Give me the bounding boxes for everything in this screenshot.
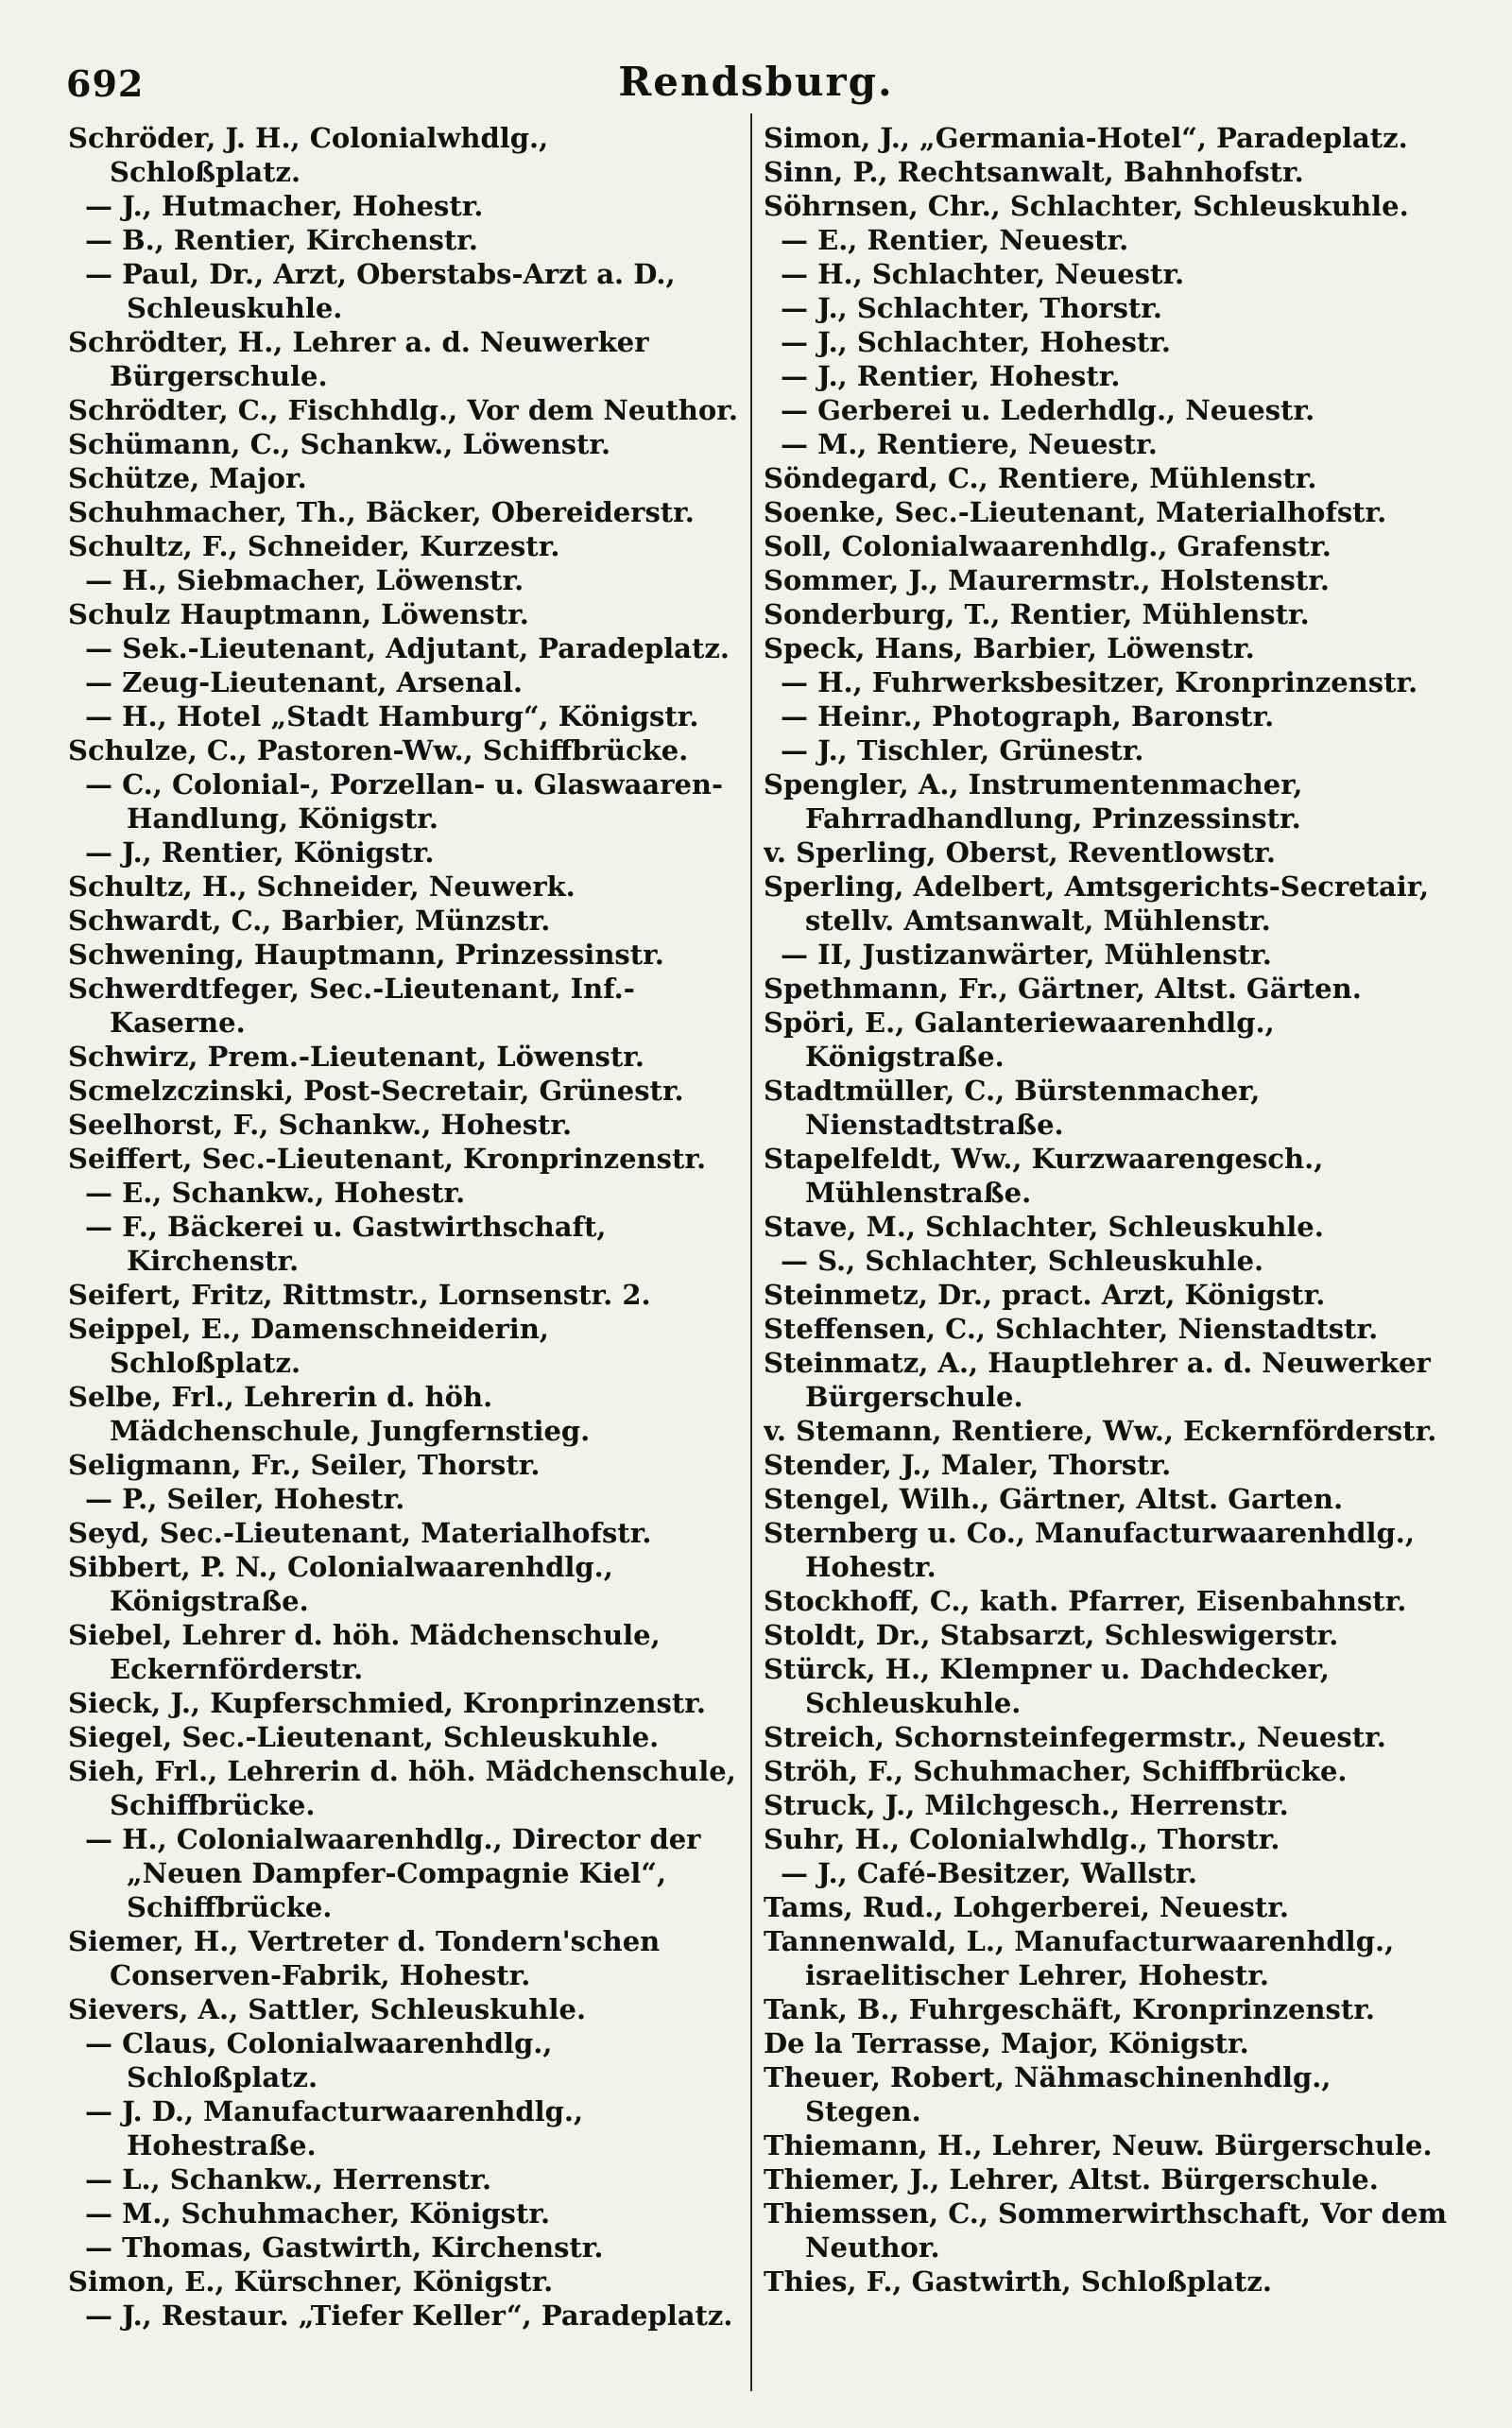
directory-entry: Selbe, Frl., Lehrerin d. höh. Mädchenschule, Jungfernstieg. xyxy=(68,1381,591,1447)
directory-entry: — J., Rentier, Hohestr. xyxy=(781,360,1121,392)
directory-entry: Schümann, C., Schankw., Löwenstr. xyxy=(68,428,611,460)
directory-entry: Stürck, H., Klempner u. Dachdecker, Schleuskuhle. xyxy=(764,1653,1331,1719)
directory-entry: Schultz, H., Schneider, Neuwerk. xyxy=(68,870,576,903)
directory-entry: — J. D., Manufacturwaarenhdlg., Hohestraße. xyxy=(85,2095,584,2161)
directory-entry: Thiemssen, C., Sommerwirthschaft, Vor dem Neuthor. xyxy=(764,2197,1448,2264)
directory-entry: Seligmann, Fr., Seiler, Thorstr. xyxy=(68,1449,541,1481)
directory-entry: — Claus, Colonialwaarenhdlg., Schloßplatz. xyxy=(85,2027,553,2093)
directory-entry: Schultz, F., Schneider, Kurzestr. xyxy=(68,530,560,562)
directory-entry: Stengel, Wilh., Gärtner, Altst. Garten. xyxy=(764,1483,1344,1515)
directory-entry: Speck, Hans, Barbier, Löwenstr. xyxy=(764,632,1255,664)
directory-entry: Schwening, Hauptmann, Prinzessinstr. xyxy=(68,938,664,971)
directory-entry: Schuhmacher, Th., Bäcker, Obereiderstr. xyxy=(68,496,695,528)
directory-entry: Sieck, J., Kupferschmied, Kronprinzenstr. xyxy=(68,1687,706,1719)
directory-entry: Thiemann, H., Lehrer, Neuw. Bürgerschule. xyxy=(764,2129,1433,2161)
directory-entry: Sieh, Frl., Lehrerin d. höh. Mädchenschule, Schiffbrücke. xyxy=(68,1755,736,1821)
directory-entry: — Sek.-Lieutenant, Adjutant, Paradeplatz. xyxy=(85,632,730,664)
directory-entry: — C., Colonial-, Porzellan- u. Glaswaaren-Handlung, Königstr. xyxy=(85,768,724,835)
directory-entry: Schwardt, C., Barbier, Münzstr. xyxy=(68,904,551,937)
directory-entry: — J., Rentier, Königstr. xyxy=(85,836,435,869)
directory-entry: Stave, M., Schlachter, Schleuskuhle. xyxy=(764,1211,1324,1243)
directory-entry: Söhrnsen, Chr., Schlachter, Schleuskuhle. xyxy=(764,190,1409,222)
column-divider xyxy=(750,113,752,2391)
directory-entry: — J., Schlachter, Hohestr. xyxy=(781,326,1172,358)
directory-entry: — H., Hotel „Stadt Hamburg“, Königstr. xyxy=(85,700,699,732)
directory-entry: Sonderburg, T., Rentier, Mühlenstr. xyxy=(764,598,1310,630)
directory-entry: Spengler, A., Instrumentenmacher, Fahrradhandlung, Prinzessinstr. xyxy=(764,768,1303,835)
directory-entry: Tank, B., Fuhrgeschäft, Kronprinzenstr. xyxy=(764,1993,1375,2025)
directory-entry: — L., Schankw., Herrenstr. xyxy=(85,2163,492,2196)
directory-entry: — J., Restaur. „Tiefer Keller“, Paradeplatz. xyxy=(85,2299,733,2332)
right-column xyxy=(764,121,1453,2408)
directory-entry: Sternberg u. Co., Manufacturwaarenhdlg., Hohestr. xyxy=(764,1517,1415,1583)
directory-entry: Sperling, Adelbert, Amtsgerichts-Secretair, stellv. Amtsanwalt, Mühlenstr. xyxy=(764,870,1430,937)
directory-entry: Struck, J., Milchgesch., Herrenstr. xyxy=(764,1789,1289,1821)
directory-entry: — H., Siebmacher, Löwenstr. xyxy=(85,564,524,596)
directory-entry: Siemer, H., Vertreter d. Tondern'schen Conserven-Fabrik, Hohestr. xyxy=(68,1925,661,1991)
directory-entry: — B., Rentier, Kirchenstr. xyxy=(85,224,478,256)
directory-entry: — H., Schlachter, Neuestr. xyxy=(781,258,1185,290)
directory-entry: Stoldt, Dr., Stabsarzt, Schleswigerstr. xyxy=(764,1619,1339,1651)
directory-entry: Sibbert, P. N., Colonialwaarenhdlg., Königstraße. xyxy=(68,1551,613,1617)
directory-entry: — M., Rentiere, Neuestr. xyxy=(781,428,1158,460)
running-title: Rendsburg. xyxy=(618,59,894,105)
directory-entry: Schütze, Major. xyxy=(68,462,307,494)
directory-entry: Stapelfeldt, Ww., Kurzwaarengesch., Mühlenstraße. xyxy=(764,1143,1324,1209)
directory-entry: Thies, F., Gastwirth, Schloßplatz. xyxy=(764,2265,1272,2298)
directory-entry: Siebel, Lehrer d. höh. Mädchenschule, Eckernförderstr. xyxy=(68,1619,661,1685)
directory-entry: — Thomas, Gastwirth, Kirchenstr. xyxy=(85,2231,604,2264)
directory-entry: Tams, Rud., Lohgerberei, Neuestr. xyxy=(764,1891,1289,1923)
left-column xyxy=(68,121,748,2408)
directory-entry: Söndegard, C., Rentiere, Mühlenstr. xyxy=(764,462,1317,494)
directory-entry: Steinmetz, Dr., pract. Arzt, Königstr. xyxy=(764,1279,1326,1311)
directory-entry: Ströh, F., Schuhmacher, Schiffbrücke. xyxy=(764,1755,1348,1787)
directory-entry: Schwirz, Prem.-Lieutenant, Löwenstr. xyxy=(68,1041,644,1073)
directory-entry: Schulz Hauptmann, Löwenstr. xyxy=(68,598,529,630)
directory-entry: — Paul, Dr., Arzt, Oberstabs-Arzt a. D., Schleuskuhle. xyxy=(85,258,676,324)
directory-entry: — J., Schlachter, Thorstr. xyxy=(781,292,1163,324)
directory-entry: Schrödter, C., Fischhdlg., Vor dem Neuthor. xyxy=(68,394,738,426)
directory-entry: — Gerberei u. Lederhdlg., Neuestr. xyxy=(781,394,1315,426)
directory-entry: De la Terrasse, Major, Königstr. xyxy=(764,2027,1249,2059)
directory-entry: — E., Rentier, Neuestr. xyxy=(781,224,1129,256)
page-header xyxy=(57,45,1455,105)
directory-entry: Streich, Schornsteinfegermstr., Neuestr. xyxy=(764,1721,1386,1753)
directory-entry: — F., Bäckerei u. Gastwirthschaft, Kirchenstr. xyxy=(85,1211,607,1277)
directory-entry: — E., Schankw., Hohestr. xyxy=(85,1177,466,1209)
directory-entry: Sommer, J., Maurermstr., Holstenstr. xyxy=(764,564,1330,596)
directory-entry: Schulze, C., Pastoren-Ww., Schiffbrücke. xyxy=(68,734,689,766)
directory-entry: Simon, E., Kürschner, Königstr. xyxy=(68,2265,554,2298)
directory-entry: Schwerdtfeger, Sec.-Lieutenant, Inf.-Kaserne. xyxy=(68,973,635,1039)
directory-entry: — J., Hutmacher, Hohestr. xyxy=(85,190,484,222)
directory-entry: Steffensen, C., Schlachter, Nienstadtstr. xyxy=(764,1313,1379,1345)
directory-entry: Thiemer, J., Lehrer, Altst. Bürgerschule. xyxy=(764,2163,1379,2196)
directory-entry: — H., Fuhrwerksbesitzer, Kronprinzenstr. xyxy=(781,666,1418,698)
directory-entry: Stadtmüller, C., Bürstenmacher, Nienstadtstraße. xyxy=(764,1075,1261,1141)
directory-entry: — Zeug-Lieutenant, Arsenal. xyxy=(85,666,523,698)
directory-entry: Soll, Colonialwaarenhdlg., Grafenstr. xyxy=(764,530,1332,562)
directory-entry: Schröder, J. H., Colonialwhdlg., Schloßplatz. xyxy=(68,122,549,188)
directory-entry: — M., Schuhmacher, Königstr. xyxy=(85,2197,551,2230)
directory-entry: Seelhorst, F., Schankw., Hohestr. xyxy=(68,1109,573,1141)
directory-entry: Sinn, P., Rechtsanwalt, Bahnhofstr. xyxy=(764,156,1304,188)
directory-entry: Scmelzczinski, Post-Secretair, Grünestr. xyxy=(68,1075,684,1107)
directory-entry: Schrödter, H., Lehrer a. d. Neuwerker Bürgerschule. xyxy=(68,326,649,392)
directory-entry: Tannenwald, L., Manufacturwaarenhdlg., israelitischer Lehrer, Hohestr. xyxy=(764,1925,1395,1991)
directory-entry: — II, Justizanwärter, Mühlenstr. xyxy=(781,938,1272,971)
directory-entry: Steinmatz, A., Hauptlehrer a. d. Neuwerker Bürgerschule. xyxy=(764,1347,1431,1413)
directory-entry: Seippel, E., Damenschneiderin, Schloßplatz. xyxy=(68,1313,550,1379)
directory-entry: Simon, J., „Germania-Hotel“, Paradeplatz. xyxy=(764,122,1408,154)
directory-entry: Spethmann, Fr., Gärtner, Altst. Gärten. xyxy=(764,973,1362,1005)
directory-entry: — J., Café-Besitzer, Wallstr. xyxy=(781,1857,1197,1889)
directory-entry: Suhr, H., Colonialwhdlg., Thorstr. xyxy=(764,1823,1280,1855)
directory-entry: v. Stemann, Rentiere, Ww., Eckernförderstr. xyxy=(764,1415,1437,1447)
directory-entry: Seifert, Fritz, Rittmstr., Lornsenstr. 2. xyxy=(68,1279,651,1311)
directory-entry: — H., Colonialwaarenhdlg., Director der „Neuen Dampfer-Compagnie Kiel“, Schiffbrücke. xyxy=(85,1823,701,1923)
directory-entry: — J., Tischler, Grünestr. xyxy=(781,734,1144,766)
directory-entry: Spöri, E., Galanteriewaarenhdlg., Königstraße. xyxy=(764,1007,1275,1073)
directory-entry: Theuer, Robert, Nähmaschinenhdlg., Stegen. xyxy=(764,2061,1332,2127)
page-number: 692 xyxy=(66,62,145,105)
directory-entry: v. Sperling, Oberst, Reventlowstr. xyxy=(764,836,1276,869)
directory-entry: Stender, J., Maler, Thorstr. xyxy=(764,1449,1172,1481)
directory-entry: Sievers, A., Sattler, Schleuskuhle. xyxy=(68,1993,587,2025)
directory-entry: — P., Seiler, Hohestr. xyxy=(85,1483,405,1515)
directory-entry: Seyd, Sec.-Lieutenant, Materialhofstr. xyxy=(68,1517,652,1549)
directory-entry: Stockhoff, C., kath. Pfarrer, Eisenbahnstr. xyxy=(764,1585,1407,1617)
directory-entry: — Heinr., Photograph, Baronstr. xyxy=(781,700,1275,732)
directory-entry: Siegel, Sec.-Lieutenant, Schleuskuhle. xyxy=(68,1721,660,1753)
directory-entry: Soenke, Sec.-Lieutenant, Materialhofstr. xyxy=(764,496,1387,528)
directory-entry: — S., Schlachter, Schleuskuhle. xyxy=(781,1245,1264,1277)
directory-entry: Seiffert, Sec.-Lieutenant, Kronprinzenstr. xyxy=(68,1143,707,1175)
